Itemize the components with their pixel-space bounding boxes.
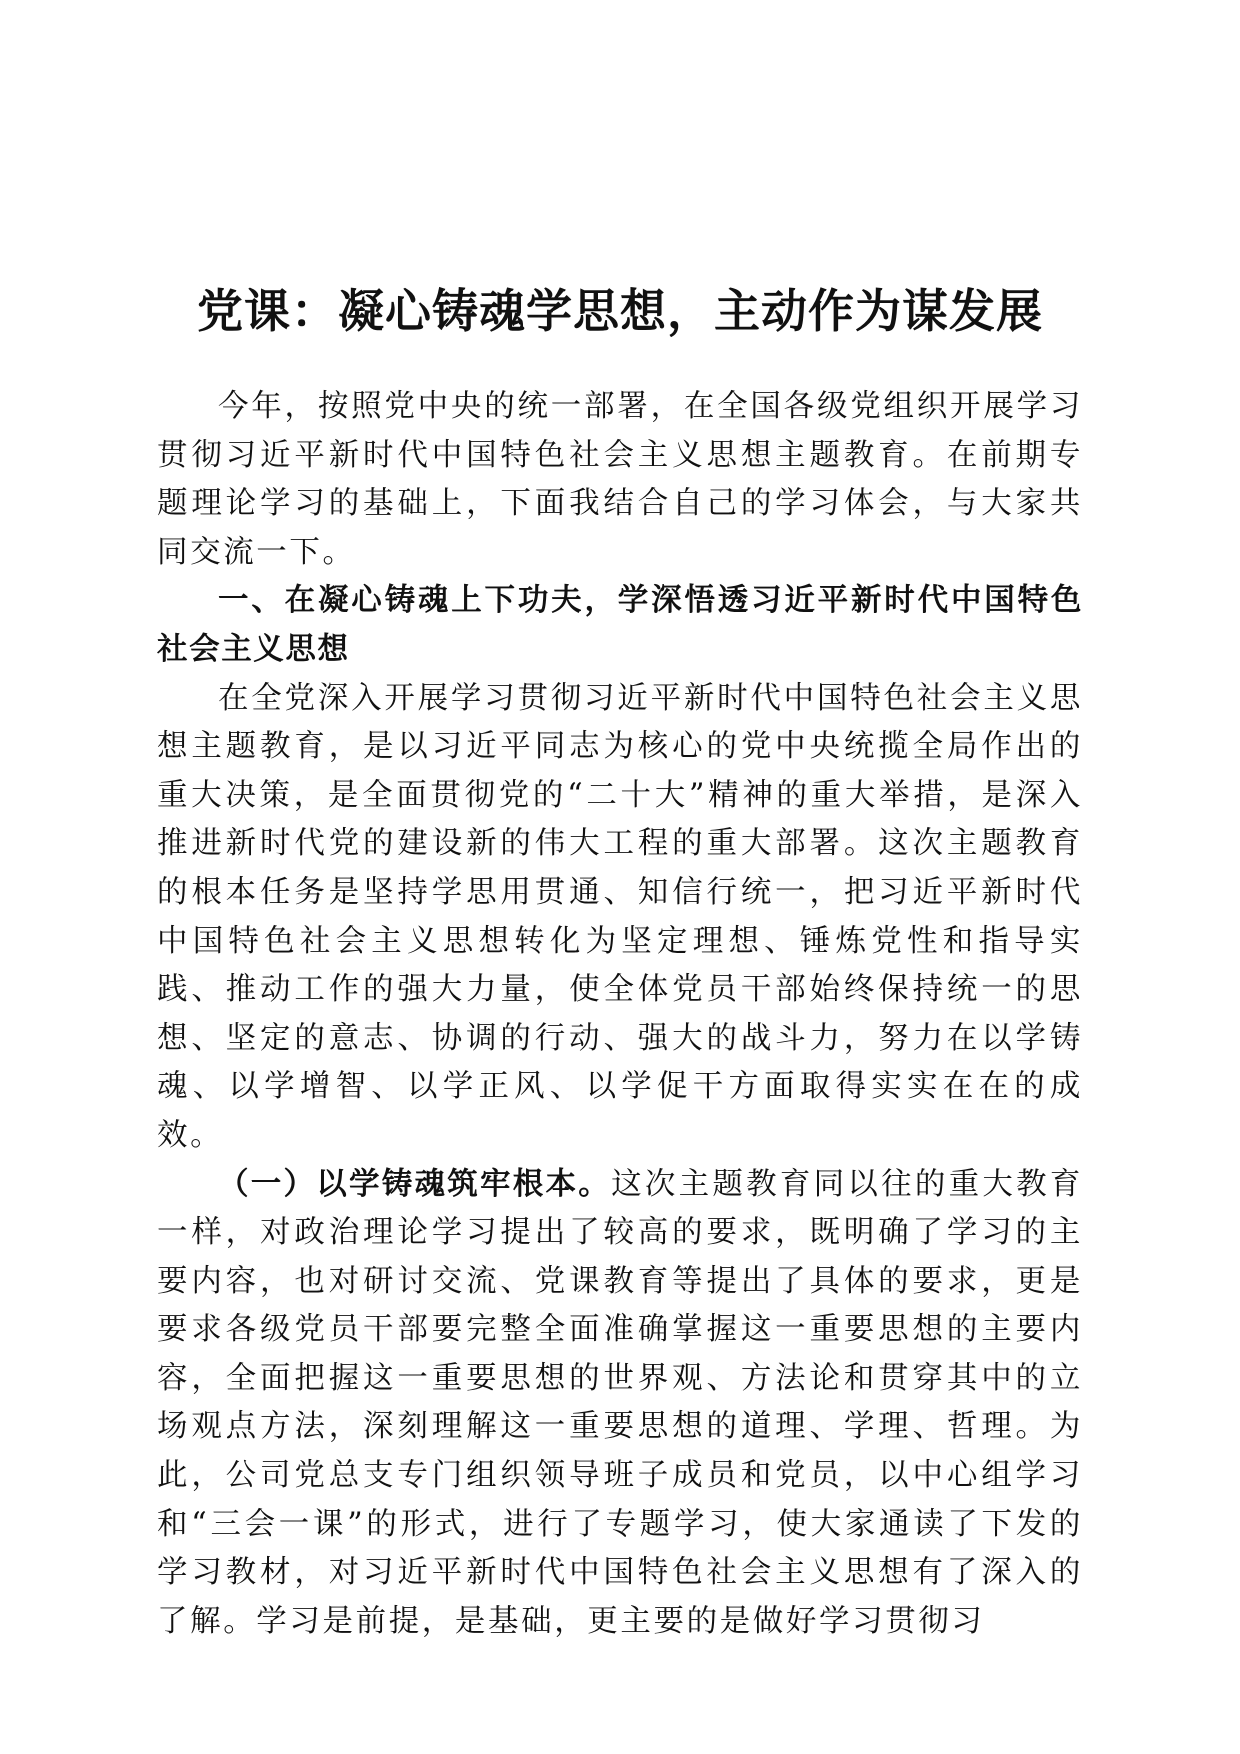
document-body — [157, 383, 1083, 1646]
document-title: 党课：凝心铸魂学思想，主动作为谋发展 — [197, 283, 1043, 338]
section-heading-1: 一、在凝心铸魂上下功夫，学深悟透习近平新时代中国特色社会主义思想 — [157, 583, 1083, 667]
intro-paragraph: 今年，按照党中央的统一部署，在全国各级党组织开展学习贯彻习近平新时代中国特色社会主义思想主题教育。在前期专题理论学习的基础上，下面我结合自己的学习体会，与大家共同交流一下。 — [157, 389, 1083, 570]
subsection-lead-1: （一）以学铸魂筑牢根本。 — [218, 1166, 612, 1202]
subsection-text-1: 这次主题教育同以往的重大教育一样，对政治理论学习提出了较高的要求，既明确了学习的主要内容，也对研讨交流、党课教育等提出了具体的要求，更是要求各级党员干部要完整全面准确掌握这一重要思想的主要内容，全面把握这一重要思想的世界观、方法论和贯穿其中的立场观点方法，深刻理解这一重要思想的道理、学理、哲理。为此，公司党总支专门组织领导班子成员和党员，以中心组学习和“三会一课”的形式，进行了专题学习，使大家通读了下发的学习教材，对习近平新时代中国特色社会主义思想有了深入的了解。学习是前提，是基础，更主要的是做好学习贯彻习 — [157, 1166, 1084, 1639]
section-1-paragraph: 在全党深入开展学习贯彻习近平新时代中国特色社会主义思想主题教育，是以习近平同志为核心的党中央统揽全局作出的重大决策，是全面贯彻党的“二十大”精神的重大举措，是深入推进新时代党的建设新的伟大工程的重大部署。这次主题教育的根本任务是坚持学思用贯通、知信行统一，把习近平新时代中国特色社会主义思想转化为坚定理想、锤炼党性和指导实践、推动工作的强大力量，使全体党员干部始终保持统一的思想、坚定的意志、协调的行动、强大的战斗力，努力在以学铸魂、以学增智、以学正风、以学促干方面取得实实在在的成效。 — [157, 680, 1083, 1153]
subsection-paragraph-1 — [157, 1161, 1083, 1647]
